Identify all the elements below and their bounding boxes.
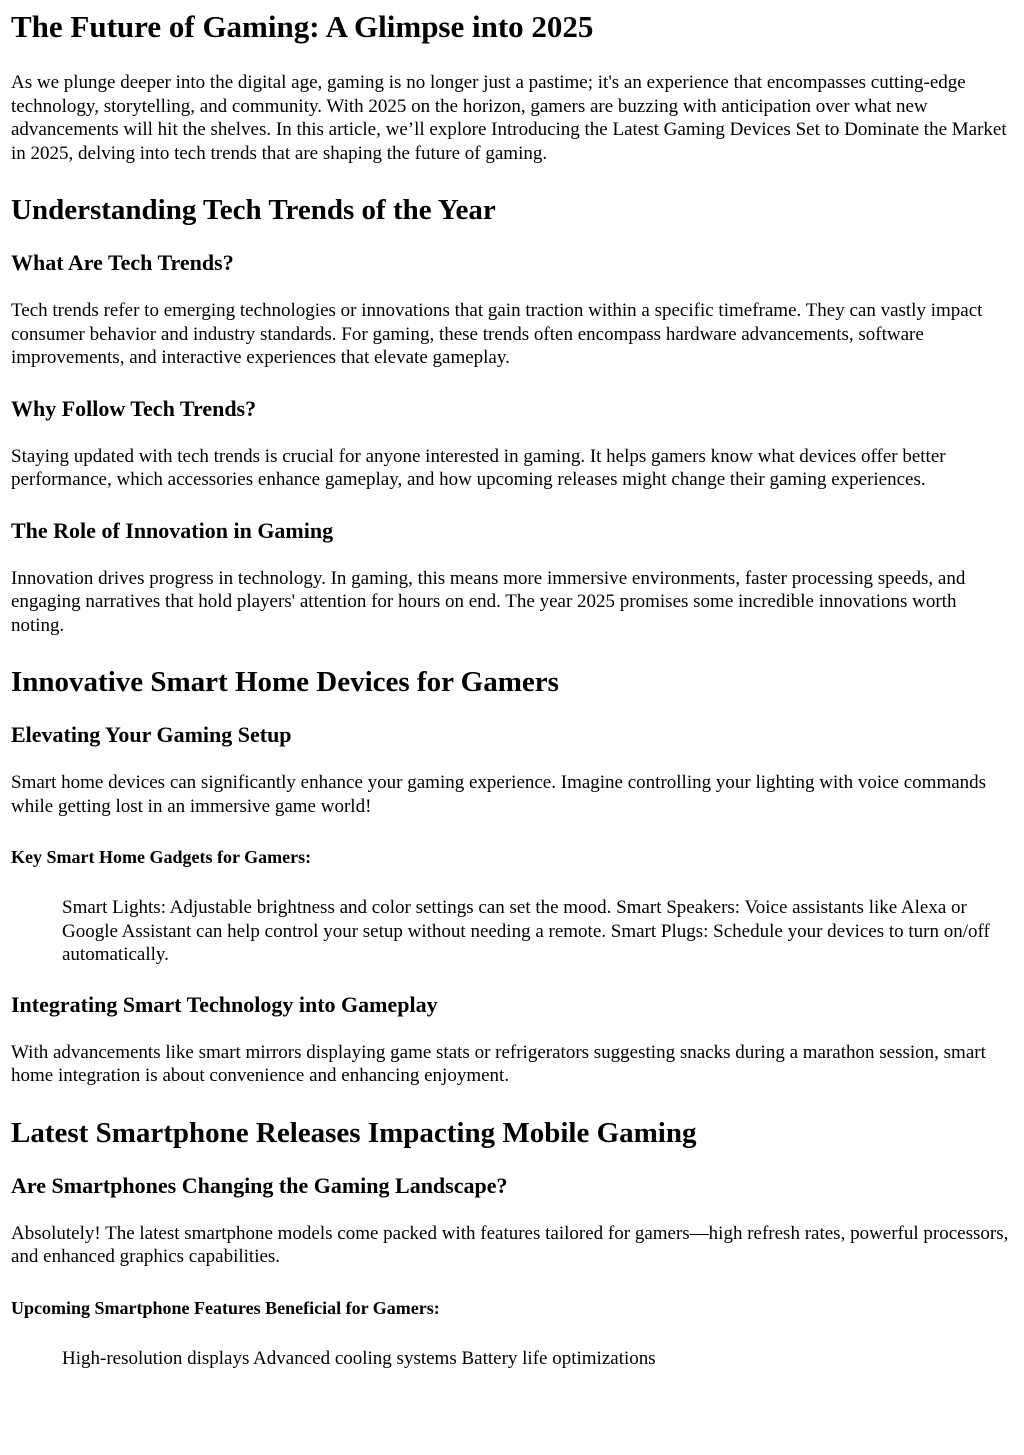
subheading-elevating-setup: Elevating Your Gaming Setup: [11, 722, 292, 747]
paragraph-what-are-tech-trends: Tech trends refer to emerging technologies or innovations that gain traction within a specific timeframe. They can vastly impact consumer behavior and industry standards. For gaming, these trends often encompass hardware advancements, software improvements, and interactive experiences that elevate gameplay.: [11, 300, 983, 368]
page-title: The Future of Gaming: A Glimpse into 2025: [11, 9, 594, 44]
section-heading-smartphones: Latest Smartphone Releases Impacting Mobile Gaming: [11, 1116, 697, 1149]
paragraph-integrating-smart-tech: With advancements like smart mirrors displaying game stats or refrigerators suggesting snacks during a marathon session, smart home integration is about convenience and enhancing enjoyment.: [11, 1041, 986, 1086]
paragraph-why-follow-tech-trends: Staying updated with tech trends is crucial for anyone interested in gaming. It helps gamers know what devices offer better performance, which accessories enhance gameplay, and how upcoming releases might change their gaming experiences.: [11, 445, 946, 490]
subheading-key-gadgets: Key Smart Home Gadgets for Gamers:: [11, 847, 312, 867]
section-heading-smart-home: Innovative Smart Home Devices for Gamers: [11, 666, 559, 698]
paragraph-elevating-setup: Smart home devices can significantly enhance your gaming experience. Imagine controlling your lighting with voice commands while getting lost in an immersive game world!: [11, 772, 987, 817]
subheading-role-of-innovation: The Role of Innovation in Gaming: [11, 517, 334, 543]
subheading-upcoming-features: Upcoming Smartphone Features Beneficial for Gamers:: [11, 1297, 440, 1318]
paragraph-role-of-innovation: Innovation drives progress in technology. In gaming, this means more immersive environments, faster processing speeds, and engaging narratives that hold players' attention for hours on end. The year 2025 promises some incredible innovations worth noting.: [11, 567, 966, 636]
article: [0, 9, 1024, 1370]
subheading-smartphones-changing: Are Smartphones Changing the Gaming Landscape?: [11, 1172, 508, 1198]
paragraph-smartphones-changing: Absolutely! The latest smartphone models come packed with features tailored for gamers—high refresh rates, powerful processors, and enhanced graphics capabilities.: [11, 1222, 1009, 1267]
subheading-integrating-smart-tech: Integrating Smart Technology into Gameplay: [11, 991, 438, 1017]
gadgets-list: Smart Lights: Adjustable brightness and color settings can set the mood. Smart Speakers: Voice assistants like Alexa or Google Assistant can help control your setup without needing a remote. Smart Plugs: Schedule your devices to turn on/off automatically.: [62, 897, 990, 965]
features-list: High-resolution displays Advanced cooling systems Battery life optimizations: [62, 1347, 656, 1369]
subheading-what-are-tech-trends: What Are Tech Trends?: [11, 250, 234, 275]
section-heading-tech-trends: Understanding Tech Trends of the Year: [11, 194, 496, 226]
intro-paragraph: As we plunge deeper into the digital age, gaming is no longer just a pastime; it's an experience that encompasses cutting-edge technology, storytelling, and community. With 2025 on the horizon, gamers are buzzing with anticipation over what new advancements will hit the shelves. In this article, we’ll explore Introducing the Latest Gaming Devices Set to Dominate the Market in 2025, delving into tech trends that are shaping the future of gaming.: [11, 72, 1007, 164]
subheading-why-follow-tech-trends: Why Follow Tech Trends?: [11, 395, 257, 421]
